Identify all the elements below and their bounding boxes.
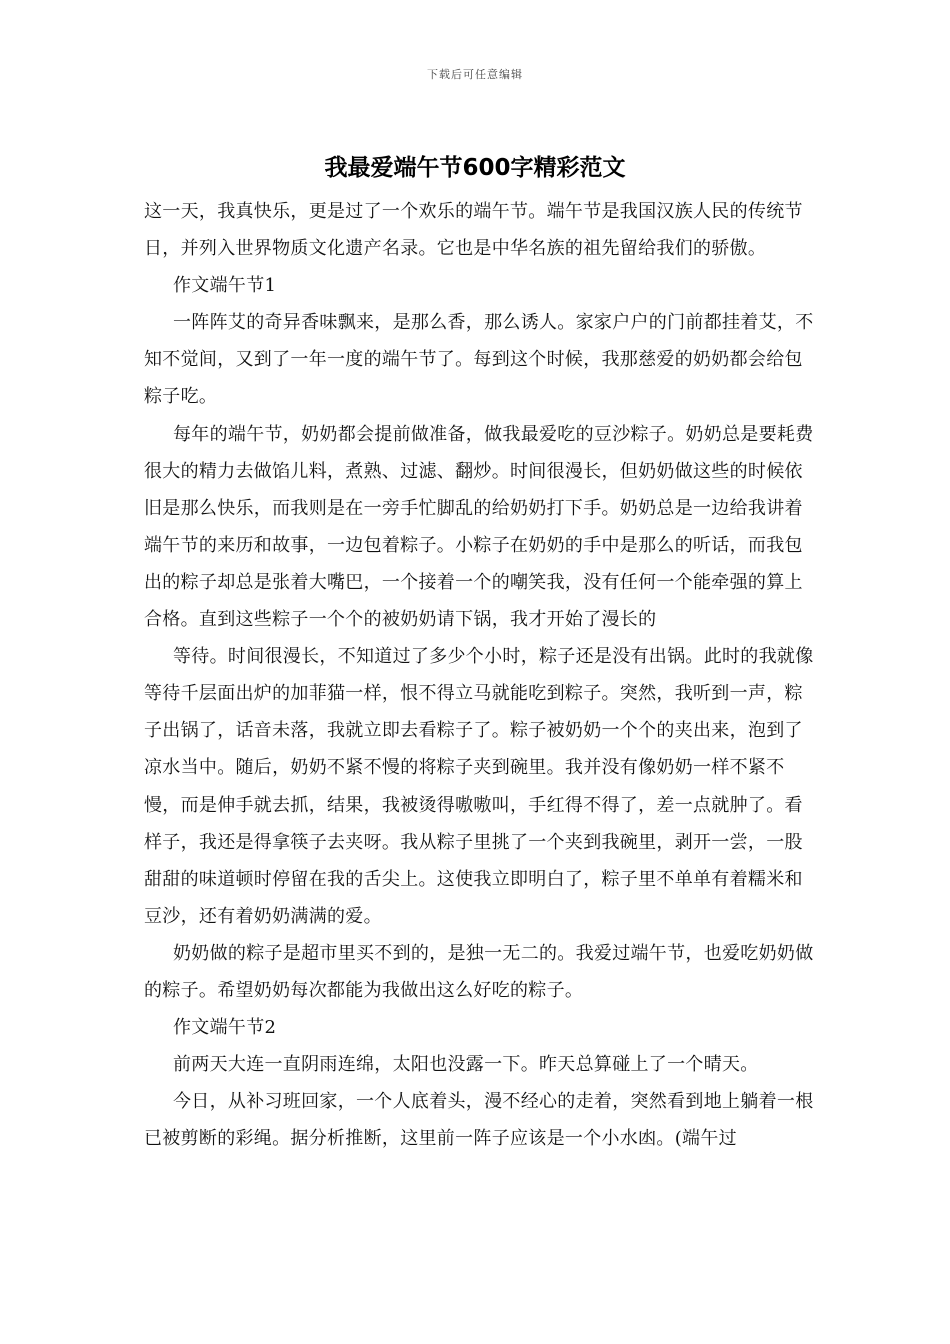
section-heading: 作文端午节2 bbox=[173, 1017, 277, 1039]
paragraph: 这一天，我真快乐，更是过了一个欢乐的端午节。端午节是我国汉族人民的传统节日，并列入世界物质文化遗产名录。它也是中华名族的祖先留给我们的骄傲。 bbox=[144, 201, 803, 260]
paragraph: 今日，从补习班回家，一个人底着头，漫不经心的走着，突然看到地上躺着一根已被剪断的彩绳。据分析推断，这里前一阵子应该是一个小水凼。(端午过 bbox=[144, 1091, 814, 1150]
section-heading: 作文端午节1 bbox=[173, 275, 277, 297]
document-body bbox=[144, 193, 820, 1157]
document-title: 我最爱端午节600字精彩范文 bbox=[324, 155, 626, 181]
paragraph: 前两天大连一直阴雨连绵，太阳也没露一下。昨天总算碰上了一个晴天。 bbox=[173, 1054, 759, 1076]
paragraph: 奶奶做的粽子是超市里买不到的，是独一无二的。我爱过端午节，也爱吃奶奶做的粽子。希望奶奶每次都能为我做出这么好吃的粽子。 bbox=[144, 942, 814, 1001]
header-note: 下载后可任意编辑 bbox=[427, 68, 523, 81]
paragraph: 等待。时间很漫长，不知道过了多少个小时，粽子还是没有出锅。此时的我就像等待千层面出炉的加菲猫一样，恨不得立马就能吃到粽子。突然，我听到一声，粽子出锅了，话音未落，我就立即去看粽子了。粽子被奶奶一个个的夹出来，泡到了凉水当中。随后，奶奶不紧不慢的将粽子夹到碗里。我并没有像奶奶一样不紧不慢，而是伸手就去抓，结果，我被烫得嗷嗷叫，手红得不得了，差一点就肿了。看样子，我还是得拿筷子去夹呀。我从粽子里挑了一个夹到我碗里，剥开一尝，一股甜甜的味道顿时停留在我的舌尖上。这使我立即明白了，粽子里不单单有着糯米和豆沙，还有着奶奶满满的爱。 bbox=[144, 646, 814, 927]
paragraph: 一阵阵艾的奇异香味飘来，是那么香，那么诱人。家家户户的门前都挂着艾，不知不觉间，又到了一年一度的端午节了。每到这个时候，我那慈爱的奶奶都会给包粽子吃。 bbox=[144, 312, 814, 408]
paragraph: 每年的端午节，奶奶都会提前做准备，做我最爱吃的豆沙粽子。奶奶总是要耗费很大的精力去做馅儿料，煮熟、过滤、翻炒。时间很漫长，但奶奶做这些的时候依旧是那么快乐，而我则是在一旁手忙脚乱的给奶奶打下手。奶奶总是一边给我讲着端午节的来历和故事，一边包着粽子。小粽子在奶奶的手中是那么的听话，而我包出的粽子却总是张着大嘴巴，一个接着一个的嘲笑我，没有任何一个能牵强的算上合格。直到这些粽子一个个的被奶奶请下锅，我才开始了漫长的 bbox=[144, 423, 814, 631]
